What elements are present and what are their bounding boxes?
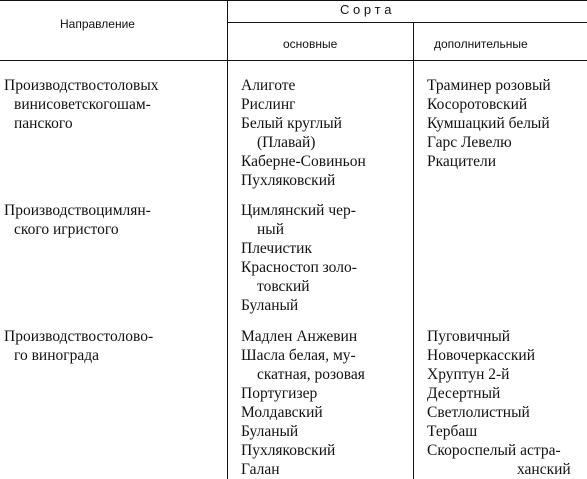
direction-divider: [227, 0, 228, 479]
row-3-additional: [427, 327, 585, 479]
main-variety: Шасла белая, му-: [241, 347, 356, 364]
row-3-main: [241, 327, 411, 479]
additional-variety: Светлолистный: [427, 404, 530, 421]
direction-line: [4, 327, 220, 346]
main-variety: Плечистик: [241, 240, 312, 257]
main-variety: Галан: [241, 461, 280, 478]
main-variety: Каберне-Совиньон: [241, 153, 366, 170]
additional-variety: ханский: [517, 461, 571, 478]
row-1-main: [241, 76, 411, 190]
main-variety: Белый круглый: [241, 115, 342, 132]
direction-line: го винограда: [14, 347, 100, 364]
main-variety: Цимлянский чер-: [241, 202, 356, 219]
direction-word: Производство: [4, 77, 97, 94]
main-variety: Рислинг: [241, 96, 296, 113]
additional-variety: Скороспелый астра-: [427, 442, 561, 459]
main-variety: товский: [257, 278, 310, 295]
direction-word: вин: [14, 96, 38, 113]
additional-variety: Тербаш: [427, 423, 478, 440]
direction-word: шам-: [117, 96, 151, 113]
additional-variety: Десертный: [427, 385, 501, 402]
main-variety: ный: [257, 221, 285, 238]
additional-variety: Хруптун 2-й: [427, 366, 510, 383]
main-variety: Буланый: [241, 297, 299, 314]
main-variety: Молдавский: [241, 404, 323, 421]
direction-word: столово-: [96, 328, 154, 345]
header-additional: дополнительные: [434, 37, 528, 51]
direction-word: Производство: [4, 202, 97, 219]
main-variety: (Плавай): [257, 134, 316, 151]
main-variety: скатная, розовая: [257, 366, 365, 383]
varieties-subrule: [227, 22, 587, 23]
main-variety: Алиготе: [241, 77, 296, 94]
direction-line: [4, 76, 220, 95]
header-direction: Направление: [60, 17, 135, 31]
header-bottom-rule: [0, 60, 587, 61]
additional-variety: Траминер розовый: [427, 77, 551, 94]
direction-word: цимлян-: [96, 202, 151, 219]
main-variety: Красностоп золо-: [241, 259, 357, 276]
additional-variety: Гарс Левелю: [427, 134, 512, 151]
row-2-main: [241, 201, 411, 315]
direction-line: [4, 95, 220, 114]
direction-line: [4, 201, 220, 220]
direction-line: ского игристого: [14, 221, 119, 238]
header-varieties: С о р т а: [340, 2, 392, 17]
main-variety: Буланый: [241, 423, 299, 440]
main-variety: Пухляковский: [241, 172, 336, 189]
additional-variety: Косоротовский: [427, 96, 528, 113]
direction-word: советского: [46, 96, 118, 113]
header-top-rule: [0, 0, 587, 1]
main-additional-divider: [413, 22, 414, 479]
row-1-direction: [4, 76, 220, 133]
additional-variety: Кумшацкий белый: [427, 115, 550, 132]
row-2-direction: [4, 201, 220, 239]
row-3-direction: [4, 327, 220, 365]
main-variety: Мадлен Анжевин: [241, 328, 358, 345]
direction-word: Производство: [4, 328, 97, 345]
additional-variety: Ркацители: [427, 153, 497, 170]
additional-variety: Пуговичный: [427, 328, 511, 345]
direction-word: столовых: [96, 77, 159, 94]
direction-word: и: [37, 96, 47, 113]
row-1-additional: [427, 76, 585, 171]
main-variety: Португизер: [241, 385, 318, 402]
header-main: основные: [283, 37, 338, 51]
main-variety: Пухляковский: [241, 442, 336, 459]
direction-line: панского: [14, 115, 73, 132]
additional-variety: Новочеркасский: [427, 347, 535, 364]
